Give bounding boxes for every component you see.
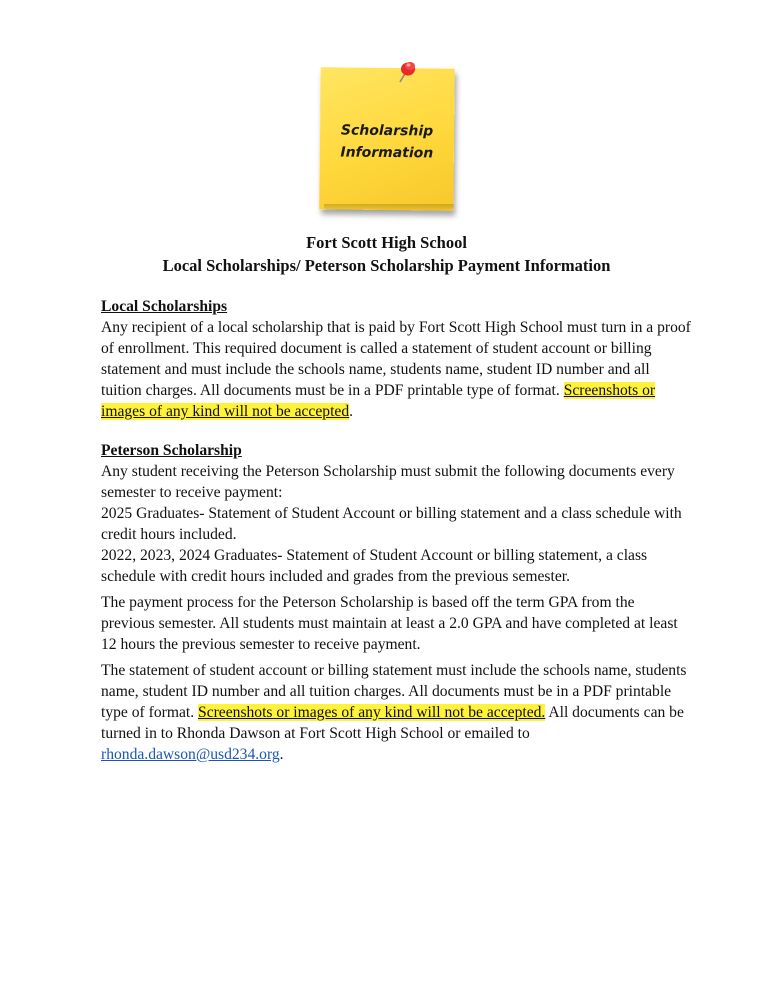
statement-paragraph <box>101 660 691 765</box>
local-scholarships-title: Local Scholarships <box>101 298 228 315</box>
statement-end-period: . <box>279 746 284 763</box>
local-highlighted-notice: Screenshots or images of any kind will not be accepted <box>101 382 656 420</box>
statement-text: The statement of student account or billing statement must include the schools name, students name, student ID number and all tuition charges. All documents must be in a PDF printable type of format. <box>101 662 687 721</box>
local-notice-period: . <box>349 403 354 420</box>
sticky-note-line2: Information <box>340 144 434 162</box>
email-link[interactable]: rhonda.dawson@usd234.org <box>101 746 280 763</box>
sticky-note-paper <box>319 67 454 210</box>
document-title: Local Scholarships/ Peterson Scholarship Payment Information <box>162 256 611 275</box>
peterson-scholarship-title: Peterson Scholarship <box>101 442 242 459</box>
local-scholarships-section <box>101 296 691 422</box>
sticky-note-curl-shadow <box>324 204 454 212</box>
local-scholarships-text: Any recipient of a local scholarship that is paid by Fort Scott High School must turn in a proof of enrollment. This required document is called a statement of student account or billing statement and must include the schools name, students name, student ID number and all tuition charges. All documents must be in a PDF printable type of format. <box>101 319 691 399</box>
payment-process-paragraph: The payment process for the Peterson Scholarship is based off the term GPA from the previous semester. All students must maintain at least a 2.0 GPA and have completed at least 12 hours the previous semester to receive payment. <box>101 594 678 653</box>
peterson-2022-2024-graduates: 2022, 2023, 2024 Graduates- Statement of Student Account or billing statement, a class schedule with credit hours included and grades from the previous semester. <box>101 547 648 585</box>
peterson-scholarship-section <box>101 440 691 587</box>
statement-after-text: All documents can be turned in to Rhonda Dawson at Fort Scott High School or emailed to <box>101 704 684 742</box>
peterson-intro: Any student receiving the Peterson Scholarship must submit the following documents every semester to receive payment: <box>101 463 675 501</box>
push-pin-icon <box>393 58 423 88</box>
school-name: Fort Scott High School <box>306 233 467 252</box>
sticky-note-text <box>320 119 454 164</box>
sticky-note <box>318 58 458 218</box>
sticky-note-line1: Scholarship <box>340 122 434 140</box>
statement-highlighted-notice: Screenshots or images of any kind will not be accepted. <box>198 704 546 721</box>
peterson-2025-graduates: 2025 Graduates- Statement of Student Account or billing statement and a class schedule with credit hours included. <box>101 505 682 543</box>
